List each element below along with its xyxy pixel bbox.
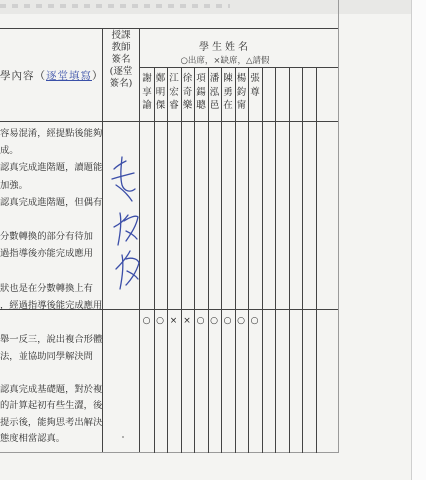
student-col-border (194, 67, 195, 453)
top-bleed-through (0, 4, 230, 8)
lesson-note-line: 成。 (0, 145, 19, 157)
attendance-mark: ○ (142, 316, 151, 326)
attendance-legend: ○出席，×缺席，△請假 (180, 56, 270, 66)
student-name: 潘 泓 邑 (209, 73, 220, 111)
student-col-border (181, 67, 182, 453)
content-header-close: ） (92, 70, 104, 82)
lesson-note-line: 認真完成進階題，讀題能 (0, 162, 103, 174)
teacher-header-line: (逐堂 (109, 66, 133, 77)
student-col-border (167, 67, 168, 453)
attendance-mark: ○ (196, 316, 205, 326)
student-name: 鄭 明 傑 (155, 73, 166, 111)
legend-divider (140, 67, 338, 68)
lesson-note-line: 加強。 (0, 179, 28, 191)
student-col-border (208, 67, 209, 453)
signature-text (110, 165, 140, 166)
attendance-mark: ○ (237, 316, 245, 326)
teacher-header-line: 簽名) (109, 78, 133, 89)
attendance-mark: ○ (223, 316, 232, 326)
attendance-mark: × (183, 316, 191, 326)
student-col-border (221, 67, 222, 453)
lesson-note-line: 過指導後亦能完成應用 (0, 248, 93, 260)
student-name: 陳 勇 在 (223, 73, 233, 111)
lesson-note-line: 態度相當認真。 (0, 433, 66, 444)
teacher-header-line: 授課 (111, 30, 131, 41)
lesson-note-line: 狀也是在分數轉換上有 (0, 282, 93, 294)
content-header (0, 68, 104, 83)
student-col-border (302, 67, 303, 453)
page-edge (411, 0, 426, 480)
attendance-mark: × (169, 316, 178, 326)
lesson-note-line: 容易混淆，經提點後能夠 (0, 128, 103, 139)
content-header-note: 逐堂填寫 (46, 70, 92, 82)
lesson-note-line: 的計算起初有些生澀，後 (0, 400, 103, 411)
student-col-border (248, 67, 249, 453)
table-bottom-border (0, 452, 338, 453)
teacher-header-line: 簽名 (111, 54, 131, 65)
students-title: 學生姓名 (199, 42, 251, 53)
student-name: 徐 奇 樂 (182, 73, 193, 111)
attendance-mark: ○ (156, 316, 164, 326)
student-col-border (262, 67, 263, 453)
content-header-label: 學內容（ (0, 70, 46, 82)
lesson-note-line: 提示後，能夠思考出解決 (0, 416, 103, 428)
teacher-signature-header (105, 30, 137, 90)
header-bottom-border (0, 121, 338, 122)
lesson-note-line: 認真完成進階題，但偶有 (0, 196, 103, 208)
lesson-note-line: 分數轉換的部分有待加 (0, 231, 93, 243)
table-right-border (338, 0, 339, 453)
student-name: 謝 享 諭 (142, 73, 152, 111)
attendance-mark: ○ (250, 316, 259, 326)
attendance-mark: ○ (210, 316, 218, 326)
student-name: 張 尊 (250, 73, 260, 98)
teacher-header-line: 教師 (111, 42, 131, 53)
handwritten-signature (108, 155, 142, 295)
student-col-border (154, 67, 155, 453)
table-top-border (0, 28, 338, 29)
student-name: 江 宏 睿 (169, 73, 179, 111)
student-col-border (316, 67, 317, 453)
lesson-note-line: 法，並協助同學解決問 (0, 350, 93, 362)
student-name: 項 鍚 聰 (196, 73, 206, 111)
student-name: 楊 鈞 甯 (236, 73, 247, 111)
student-col-border (235, 67, 236, 453)
student-col-border (275, 67, 276, 453)
lesson-note-line: ，經過指導後能完成應用 (0, 300, 103, 311)
paper-speck (122, 436, 124, 438)
student-col-border (289, 67, 290, 453)
lesson-note-line: 認真完成基礎題，對於複 (0, 383, 103, 395)
lesson-note-line: 舉一反三，說出複合形體 (0, 334, 103, 345)
